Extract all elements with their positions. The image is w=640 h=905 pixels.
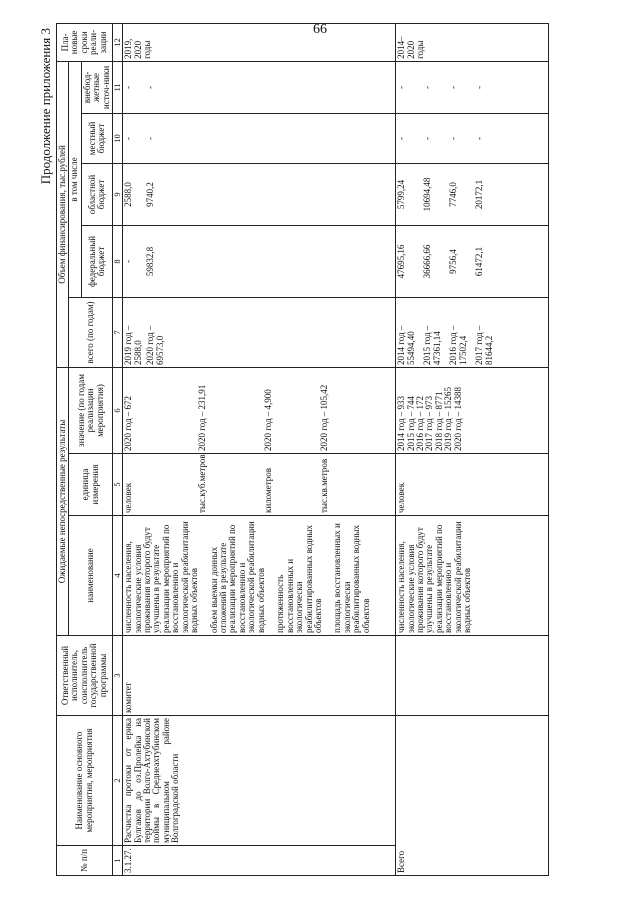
extra-value: - — [145, 85, 156, 89]
result-names — [123, 516, 396, 636]
total-result-name: численность населения, экологические условия проживания которого будут улучшены в результате реализации мероприятий по восстановлению и экологической реабилитации водных объектов — [396, 516, 549, 636]
column-number-row — [113, 23, 123, 875]
result-unit: километров — [263, 468, 274, 513]
result-name: протяженность восстановленных и экологически реабилитированных водных объектов — [275, 525, 323, 633]
header-row-1 — [57, 23, 69, 875]
regional-value: 10694,48 — [422, 177, 433, 212]
local-budget — [123, 113, 396, 163]
total-finance — [396, 297, 549, 367]
header-result-name: наименование — [69, 516, 113, 636]
extra-value: - — [448, 85, 459, 89]
result-value: 2020 год – 231,91 — [197, 384, 208, 451]
row-number: 3.1.27. — [123, 846, 396, 876]
col-num: 11 — [113, 61, 123, 113]
header-total: всего (по годам) — [69, 297, 113, 367]
local-value: - — [474, 136, 485, 140]
year-value: 2016 год – 172 — [414, 395, 425, 451]
table-row-total — [396, 23, 549, 875]
local-value: - — [448, 136, 459, 140]
executor: комитет — [123, 636, 396, 716]
result-value: 2020 год – 105,42 — [319, 384, 330, 451]
col-num: 3 — [113, 636, 123, 716]
table-row — [123, 23, 396, 875]
result-name: площадь восстановленных и экологически реабилитированных водных объектов — [332, 523, 371, 633]
header-federal: федеральный бюджет — [81, 225, 112, 297]
total-year: 2014 год – 55494,40 — [396, 325, 416, 365]
result-unit: тыс.кв.метров — [319, 458, 330, 513]
result-unit: тыс.куб.метров — [197, 454, 208, 513]
total-year: 2015 год – 47361,14 — [422, 325, 442, 365]
regional-budget — [123, 163, 396, 225]
result-name: объем выемки донных отложений в результате реализации мероприятий по восстановлению и экологической реабилитации водных объектов — [208, 521, 266, 633]
total-value: 2019 год – 2588,0 — [123, 325, 143, 365]
extra-value: - — [422, 85, 433, 89]
col-num: 10 — [113, 113, 123, 163]
planned-period: 2019, 2020 годы — [123, 23, 396, 61]
total-year: 2016 год – 17502,4 — [448, 325, 468, 365]
col-num: 6 — [113, 367, 123, 453]
header-results: Ожидаемые непосредственные результаты — [57, 367, 69, 635]
result-name: численность населения, экологические условия проживания которого будут улучшены в результате реализации мероприятий по восстановлению и экологической реабилитации водных объектов — [123, 521, 200, 633]
total-value: 2020 год – 69573,0 — [145, 325, 165, 365]
empty-cell — [396, 636, 549, 716]
col-num: 2 — [113, 716, 123, 846]
local-value: - — [396, 136, 407, 140]
extra-value: - — [474, 85, 485, 89]
col-num: 1 — [113, 846, 123, 876]
event-name: Расчистка протоки от ерика Булгаков до оз.Пролейка на территории Волго-Ахтубинской поймы в Среднеахтубинском муниципальном районе Волгоградской области — [123, 716, 396, 846]
page-number: 66 — [313, 22, 327, 37]
federal-value: 36666,66 — [422, 244, 433, 279]
regional-value: 20172,1 — [474, 179, 485, 210]
col-num: 7 — [113, 297, 123, 367]
header-num: № п/п — [57, 846, 113, 876]
year-value: 2020 год – 14388 — [452, 386, 463, 451]
year-value: 2014 год – 933 — [396, 395, 407, 451]
col-num: 5 — [113, 454, 123, 516]
header-period: Пла-новые сроки реали-зации — [57, 23, 113, 61]
regional-value: 5799,24 — [396, 179, 407, 210]
extra-budget — [123, 61, 396, 113]
col-num: 9 — [113, 163, 123, 225]
federal-value: - — [123, 259, 134, 263]
total-extra — [396, 61, 549, 113]
federal-budget — [123, 225, 396, 297]
total-year: 2017 год – 81644,2 — [474, 325, 494, 365]
rotated-table-area — [40, 24, 588, 876]
header-executor: Ответственный исполнитель, соисполнитель государственной программы — [57, 636, 113, 716]
result-values — [123, 367, 396, 453]
total-local — [396, 113, 549, 163]
local-value: - — [123, 136, 134, 140]
local-value: - — [422, 136, 433, 140]
result-unit: человек — [123, 482, 134, 513]
federal-value: 9756,4 — [448, 249, 459, 274]
header-value: значение (по годам реализации мероприятия) — [69, 367, 113, 453]
total-result-unit: человек — [396, 454, 549, 516]
federal-value: 61472,1 — [474, 246, 485, 277]
result-value: 2020 год – 4,900 — [263, 389, 274, 451]
col-num: 12 — [113, 23, 123, 61]
header-financing: Объем финансирования, тыс.рублей — [57, 61, 69, 367]
year-value: 2015 год – 744 — [405, 395, 416, 451]
year-value: 2018 год – 8771 — [433, 391, 444, 451]
regional-value: 9740,2 — [145, 182, 156, 207]
total-federal — [396, 225, 549, 297]
year-value: 2019 год – 15265 — [443, 386, 454, 451]
header-event-name: Наименование основного мероприятия, мероприятия — [57, 716, 113, 846]
header-including: в том числе — [69, 61, 81, 297]
total-regional — [396, 163, 549, 225]
regional-value: 2588,0 — [123, 182, 134, 207]
result-units — [123, 454, 396, 516]
federal-value: 47695,16 — [396, 244, 407, 279]
header-local: местный бюджет — [81, 113, 112, 163]
extra-value: - — [123, 85, 134, 89]
federal-value: 59832,8 — [145, 246, 156, 277]
regional-value: 7746,0 — [448, 182, 459, 207]
extra-value: - — [396, 85, 407, 89]
header-regional: областной бюджет — [81, 163, 112, 225]
continuation-note: Продолжение приложения 3 — [38, 28, 53, 185]
financing-table — [56, 23, 549, 876]
year-value: 2017 год – 973 — [424, 395, 435, 451]
header-extra: внебюд-жетные источ-ники — [81, 61, 112, 113]
header-unit: единица измерения — [69, 454, 113, 516]
total-label: Всего — [396, 716, 549, 876]
result-value: 2020 год – 672 — [123, 395, 134, 451]
total-by-year — [123, 297, 396, 367]
local-value: - — [145, 136, 156, 140]
col-num: 4 — [113, 516, 123, 636]
total-result-values — [396, 367, 549, 453]
total-period: 2014– 2020 годы — [396, 23, 549, 61]
col-num: 8 — [113, 225, 123, 297]
